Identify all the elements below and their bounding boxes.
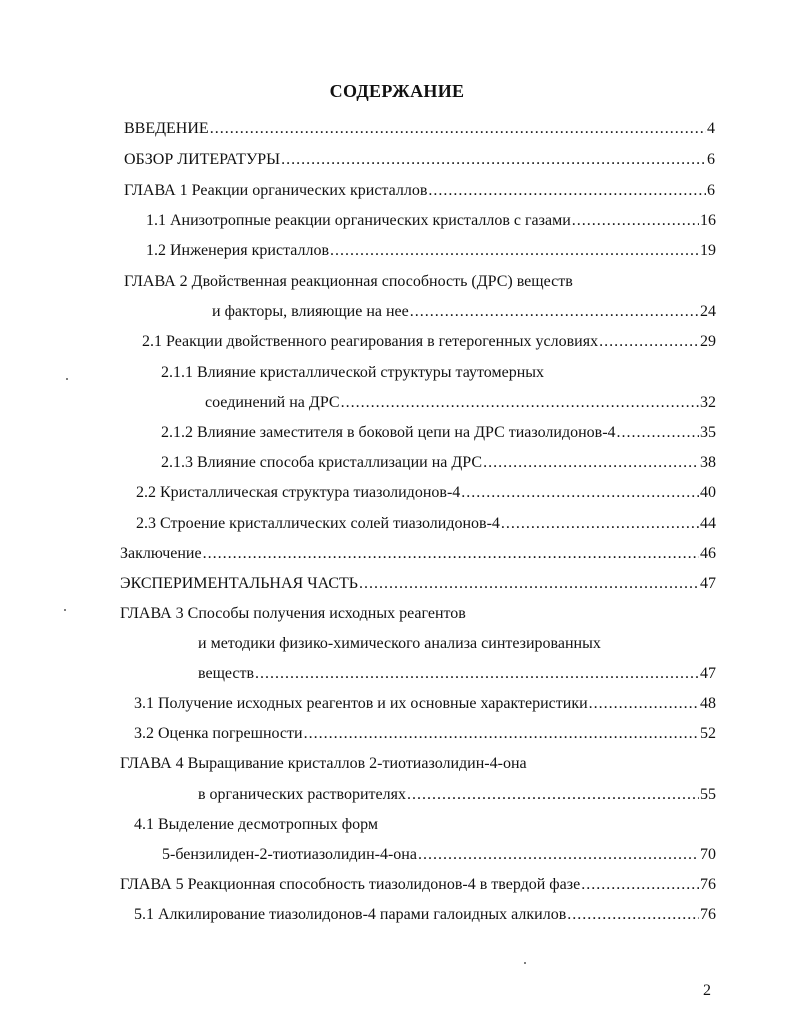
toc-entry-2-1-3: 2.1.3 Влияние способа кристаллизации на ДРС ..... 38 — [161, 453, 716, 473]
toc-entry-4-1-cont: 5-бензилиден-2-тиотиазолидин-4-она ..... 70 — [162, 845, 716, 865]
toc-entry-1-1: 1.1 Анизотропные реакции органических кристаллов с газами ..... 16 — [146, 211, 716, 231]
scan-speck — [524, 962, 526, 964]
toc-entry-chapter-3: ГЛАВА 3 Способы получения исходных реагентов — [120, 605, 466, 622]
toc-entry-literature-review: ОБЗОР ЛИТЕРАТУРЫ ..... 6 — [124, 150, 715, 170]
scan-speck — [64, 609, 66, 611]
toc-entry-2-1-2: 2.1.2 Влияние заместителя в боковой цепи на ДРС тиазолидонов-4 ..... 35 — [161, 423, 716, 443]
toc-entry-chapter-4-cont: в органических растворителях ..... 55 — [198, 785, 716, 805]
toc-entry-3-2: 3.2 Оценка погрешности ..... 52 — [134, 724, 716, 744]
toc-entry-chapter-3-end: веществ ..... 47 — [198, 664, 716, 684]
page-title: СОДЕРЖАНИЕ — [329, 81, 465, 101]
toc-entry-chapter-2-cont: и факторы, влияющие на нее ..... 24 — [212, 302, 716, 322]
toc-entry-chapter-3-cont: и методики физико-химического анализа синтезированных — [198, 635, 601, 652]
toc-entry-chapter-1: ГЛАВА 1 Реакции органических кристаллов ..... 6 — [124, 181, 715, 201]
page-number: 2 — [703, 982, 711, 999]
toc-entry-introduction: ВВЕДЕНИЕ ..... 4 — [124, 119, 715, 139]
toc-entry-experimental: ЭКСПЕРИМЕНТАЛЬНАЯ ЧАСТЬ ..... 47 — [120, 574, 716, 594]
toc-entry-chapter-2: ГЛАВА 2 Двойственная реакционная способность (ДРС) веществ — [124, 273, 573, 290]
scan-speck — [66, 378, 68, 380]
toc-entry-chapter-5: ГЛАВА 5 Реакционная способность тиазолидонов-4 в твердой фазе ..... 76 — [120, 875, 716, 895]
toc-entry-4-1: 4.1 Выделение десмотропных форм — [134, 816, 378, 833]
toc-entry-2-1: 2.1 Реакции двойственного реагирования в гетерогенных условиях ..... 29 — [142, 332, 716, 352]
toc-entry-2-1-1: 2.1.1 Влияние кристаллической структуры таутомерных — [161, 364, 545, 381]
toc-entry-conclusion: Заключение ..... 46 — [120, 544, 716, 564]
toc-entry-5-1: 5.1 Алкилирование тиазолидонов-4 парами галоидных алкилов ..... 76 — [134, 905, 716, 925]
toc-entry-2-2: 2.2 Кристаллическая структура тиазолидонов-4 ..... 40 — [136, 483, 716, 503]
toc-entry-1-2: 1.2 Инженерия кристаллов ..... 19 — [146, 241, 716, 261]
toc-entry-2-3: 2.3 Строение кристаллических солей тиазолидонов-4 ..... 44 — [136, 514, 716, 534]
toc-entry-2-1-1-cont: соединений на ДРС ..... 32 — [205, 393, 716, 413]
toc-entry-chapter-4: ГЛАВА 4 Выращивание кристаллов 2-тиотиазолидин-4-она — [120, 755, 527, 772]
toc-entry-3-1: 3.1 Получение исходных реагентов и их основные характеристики ..... 48 — [134, 694, 716, 714]
